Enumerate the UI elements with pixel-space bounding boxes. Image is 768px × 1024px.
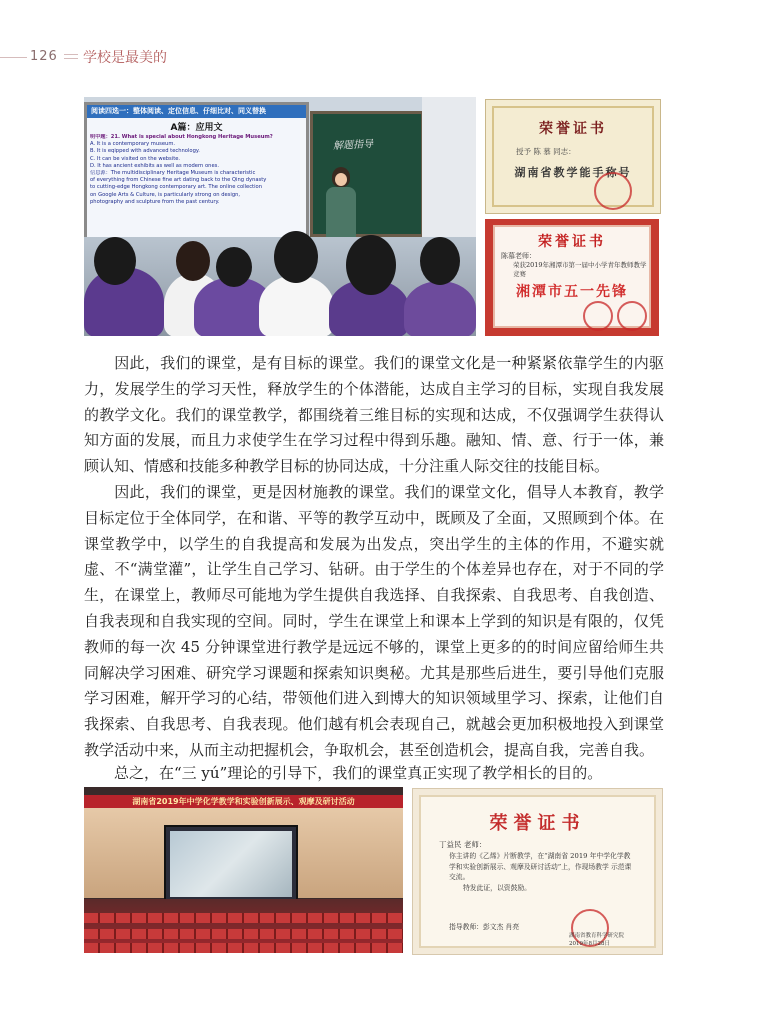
certificate-honor: 湘潭市五一先锋: [516, 284, 628, 300]
body-paragraph-3: 总之，在“三 yú”理论的引导下，我们的课堂真正实现了教学相长的目的。: [114, 764, 603, 782]
certificate-mentor: 指导教师：彭文杰 肖亮: [449, 923, 520, 931]
certificate-demo-lesson: [412, 788, 663, 955]
slide-text-block: [87, 134, 306, 206]
certificate-honor: 湖南省教学能手称号: [514, 166, 632, 179]
certificate-recipient: 陈慕老师：: [501, 252, 536, 260]
certificate-title: 荣誉证书: [538, 234, 606, 250]
body-paragraph-1: 因此，我们的课堂，是有目标的课堂。我们的课堂文化是一种紧紧依靠学生的内驱力，发展学生的学习天性，释放学生的个体潜能，达成自主学习的目标，实现自我发展的教学文化。我们的课堂教学，都围绕着三维目标的实现和达成，不仅强调学生获得认知方面的发展，而且力求使学生在学习过程中得到乐趣。融知、情、意、行于一体，兼顾认知、情感和技能多种教学目标的协同达成，十分注重人际交往的技能目标。: [84, 354, 664, 476]
running-title: 学校是最美的: [83, 50, 167, 66]
official-seal-icon: [617, 301, 647, 331]
certificate-description: 荣获2019年湘潭市第一届中小学青年教师教学竞赛: [513, 261, 647, 278]
certificate-recipient: 授予 陈 慕 同志：: [516, 147, 576, 156]
slide-line: 信息源：The multidisciplinary Heritage Museum is characteristic: [90, 170, 256, 177]
slide-title: A篇：应用文: [170, 123, 223, 133]
header-rule: [0, 57, 27, 58]
slide-line: B. It is eqipped with advanced technology.: [90, 148, 200, 155]
slide-line: on Google Arts & Culture, is particularly strong on design,: [90, 191, 241, 198]
classroom-wall: [422, 97, 476, 247]
slide-line: photography and sculpture from the past century.: [90, 198, 220, 205]
slide-line: of everything from Chinese fine art dating back to the Qing dynasty: [90, 177, 267, 184]
slide-line: 明中题：21. What is special about Hongkong Heritage Museum?: [90, 134, 273, 140]
certificate-may-day-pioneer: [485, 219, 659, 336]
page-number: 126: [30, 49, 58, 64]
blackboard-writing: 解题指导: [332, 138, 374, 153]
certificate-teaching-expert: [485, 99, 661, 214]
certificate-recipient: 丁益民 老师：: [439, 840, 487, 849]
certificate-issuer: 湖南省教育科学研究院: [569, 933, 625, 939]
projected-slide: [84, 102, 309, 245]
certificate-body: 你主讲的《乙烯》片断教学，在“湖南省 2019 年中学化学教学和实验创新展示、观摩及研讨活动”上，作现场教学 示范课 交流。 特发此证，以资鼓励。: [449, 851, 636, 893]
slide-header-bar: 阅读四选一：整体阅读、定位信息、仔细比对、同义替换: [87, 105, 306, 118]
event-banner: 湖南省2019年中学化学教学和实验创新展示、观摩及研讨活动: [84, 795, 403, 808]
slide-line: A. It is a contemporary museum.: [90, 141, 176, 148]
teacher-figure: [322, 167, 360, 247]
conference-hall-photo: [84, 787, 403, 953]
slide-line: D. It has ancient exhibits as well as modern ones.: [90, 162, 219, 169]
certificate-title: 荣誉证书: [489, 813, 586, 834]
official-seal-icon: [583, 301, 613, 331]
classroom-photo: [84, 97, 476, 336]
certificate-title: 荣誉证书: [539, 121, 607, 137]
official-seal-icon: [594, 172, 632, 210]
certificate-date: 2019年8月28日: [569, 941, 610, 947]
projection-screen: [164, 825, 298, 903]
students-group: [84, 237, 476, 336]
slide-line: C. It can be visited on the website.: [90, 155, 181, 162]
audience-seats: [84, 899, 403, 953]
header-divider: [64, 54, 78, 55]
body-paragraph-2: 因此，我们的课堂，更是因材施教的课堂。我们的课堂文化，倡导人本教育，教学目标定位于全体同学，在和谐、平等的教学互动中，既顾及了全面，又照顾到个体。在课堂教学中，以学生的自我提高和发展为出发点，突出学生的主体的作用，不避实就虚、不“满堂灌”，让学生自己学习、钻研。由于学生的个体差异也存在，对于不同的学生，在课堂上，教师尽可能地为学生提供自我选择、自我探索、自我思考、自我创造、自我表现和自我实现的空间。同时，学生在课堂上和课本上学到的知识是有限的，仅凭教师的每一次 45 分钟课堂进行教学是远远不够的，课堂上更多的的时间应留给师生共同解决学习困难、研究学习课题和探索知识奥秘。尤其是那些后进生，要引导他们克服学习困难，解开学习的心结，带领他们进入到博大的知识领域里学习、探索，让他们自我探索、自我思考、自我表现。他们越有机会表现自己，就越会更加积极地投入到课堂教学活动中来，从而主动把握机会，争取机会，甚至创造机会，提高自我，完善自我。: [84, 483, 664, 759]
certificate-note: 特发此证，以资鼓励。: [463, 883, 531, 892]
slide-line: to cutting-edge Hongkong contemporary art. The online collection: [90, 184, 262, 191]
